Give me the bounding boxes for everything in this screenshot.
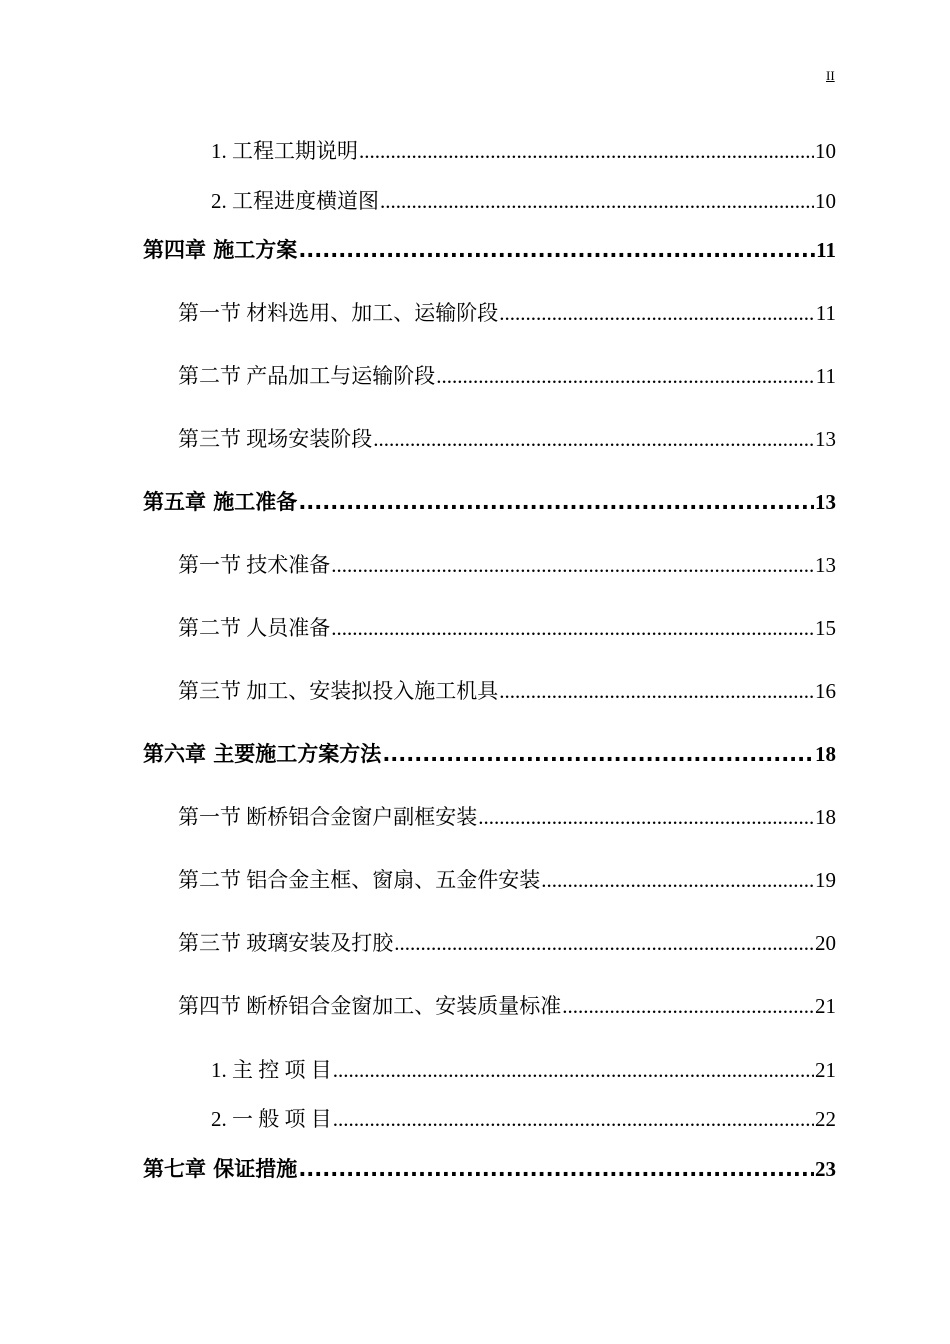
- toc-leader: [298, 1157, 814, 1181]
- toc-title: 第四章 施工方案: [143, 238, 298, 262]
- toc-entry[interactable]: [178, 549, 836, 579]
- toc-leader: [333, 1107, 814, 1132]
- toc-entry[interactable]: [178, 801, 836, 831]
- toc-entry[interactable]: [143, 234, 836, 264]
- toc-page-number: 16: [815, 679, 836, 703]
- toc-entry[interactable]: [143, 1153, 836, 1183]
- toc-page-number: 21: [815, 1058, 836, 1082]
- toc-leader: [394, 931, 814, 956]
- toc-page-number: 13: [815, 427, 836, 451]
- toc-entry[interactable]: [178, 864, 836, 894]
- toc-leader: [562, 994, 814, 1019]
- toc-entry[interactable]: [178, 675, 836, 705]
- page-number: II: [826, 68, 835, 83]
- toc-entry[interactable]: [211, 1103, 836, 1133]
- toc-page-number: 11: [815, 301, 836, 325]
- toc-entry[interactable]: [211, 135, 836, 165]
- toc-entry[interactable]: [178, 360, 836, 390]
- toc-title: 2. 一 般 项 目: [211, 1107, 332, 1131]
- toc-title: 第四节 断桥铝合金窗加工、安装质量标准: [178, 994, 562, 1018]
- toc-title: 第二节 人员准备: [178, 616, 331, 640]
- toc-leader: [499, 301, 815, 326]
- toc-leader: [382, 742, 814, 766]
- toc-title: 第六章 主要施工方案方法: [143, 742, 382, 766]
- toc-title: 第三节 现场安装阶段: [178, 427, 373, 451]
- toc-title: 2. 工程进度横道图: [211, 189, 379, 213]
- toc-leader: [298, 490, 814, 514]
- toc-title: 第七章 保证措施: [143, 1157, 298, 1181]
- toc-title: 第五章 施工准备: [143, 490, 298, 514]
- toc-leader: [541, 868, 814, 893]
- toc-entry[interactable]: [178, 612, 836, 642]
- toc-page-number: 10: [815, 139, 836, 163]
- toc-page-number: 18: [815, 805, 836, 829]
- toc-entry[interactable]: [178, 927, 836, 957]
- toc-page-number: 13: [815, 490, 836, 514]
- toc-title: 第二节 产品加工与运输阶段: [178, 364, 436, 388]
- toc-page-number: 21: [815, 994, 836, 1018]
- toc-page-number: 23: [815, 1157, 836, 1181]
- toc-page-number: 15: [815, 616, 836, 640]
- toc-leader: [436, 364, 815, 389]
- toc-leader: [373, 427, 814, 452]
- toc-entry[interactable]: [211, 1054, 836, 1084]
- toc-leader: [359, 139, 814, 164]
- toc-page-number: 22: [815, 1107, 836, 1131]
- toc-page-number: 19: [815, 868, 836, 892]
- toc-page-number: 10: [815, 189, 836, 213]
- toc-title: 第一节 断桥铝合金窗户副框安装: [178, 805, 478, 829]
- toc-page-number: 11: [816, 238, 836, 262]
- toc-leader: [298, 238, 815, 262]
- toc-entry[interactable]: [143, 486, 836, 516]
- toc-page-number: 11: [815, 364, 836, 388]
- toc-page-number: 13: [815, 553, 836, 577]
- toc-page-number: 18: [815, 742, 836, 766]
- toc-leader: [499, 679, 814, 704]
- toc-title: 第三节 加工、安装拟投入施工机具: [178, 679, 499, 703]
- toc-page-number: 20: [815, 931, 836, 955]
- toc-title: 第一节 技术准备: [178, 553, 331, 577]
- toc-entry[interactable]: [143, 738, 836, 768]
- toc-entry[interactable]: [178, 297, 836, 327]
- toc-leader: [380, 189, 814, 214]
- toc-entry[interactable]: [178, 990, 836, 1020]
- toc-leader: [478, 805, 814, 830]
- toc-entry[interactable]: [211, 185, 836, 215]
- toc-title: 第三节 玻璃安装及打胶: [178, 931, 394, 955]
- toc-title: 1. 工程工期说明: [211, 139, 358, 163]
- toc-leader: [331, 616, 814, 641]
- toc-title: 1. 主 控 项 目: [211, 1058, 332, 1082]
- toc-entry[interactable]: [178, 423, 836, 453]
- toc-title: 第一节 材料选用、加工、运输阶段: [178, 301, 499, 325]
- toc-title: 第二节 铝合金主框、窗扇、五金件安装: [178, 868, 541, 892]
- toc-leader: [333, 1058, 814, 1083]
- toc-leader: [331, 553, 814, 578]
